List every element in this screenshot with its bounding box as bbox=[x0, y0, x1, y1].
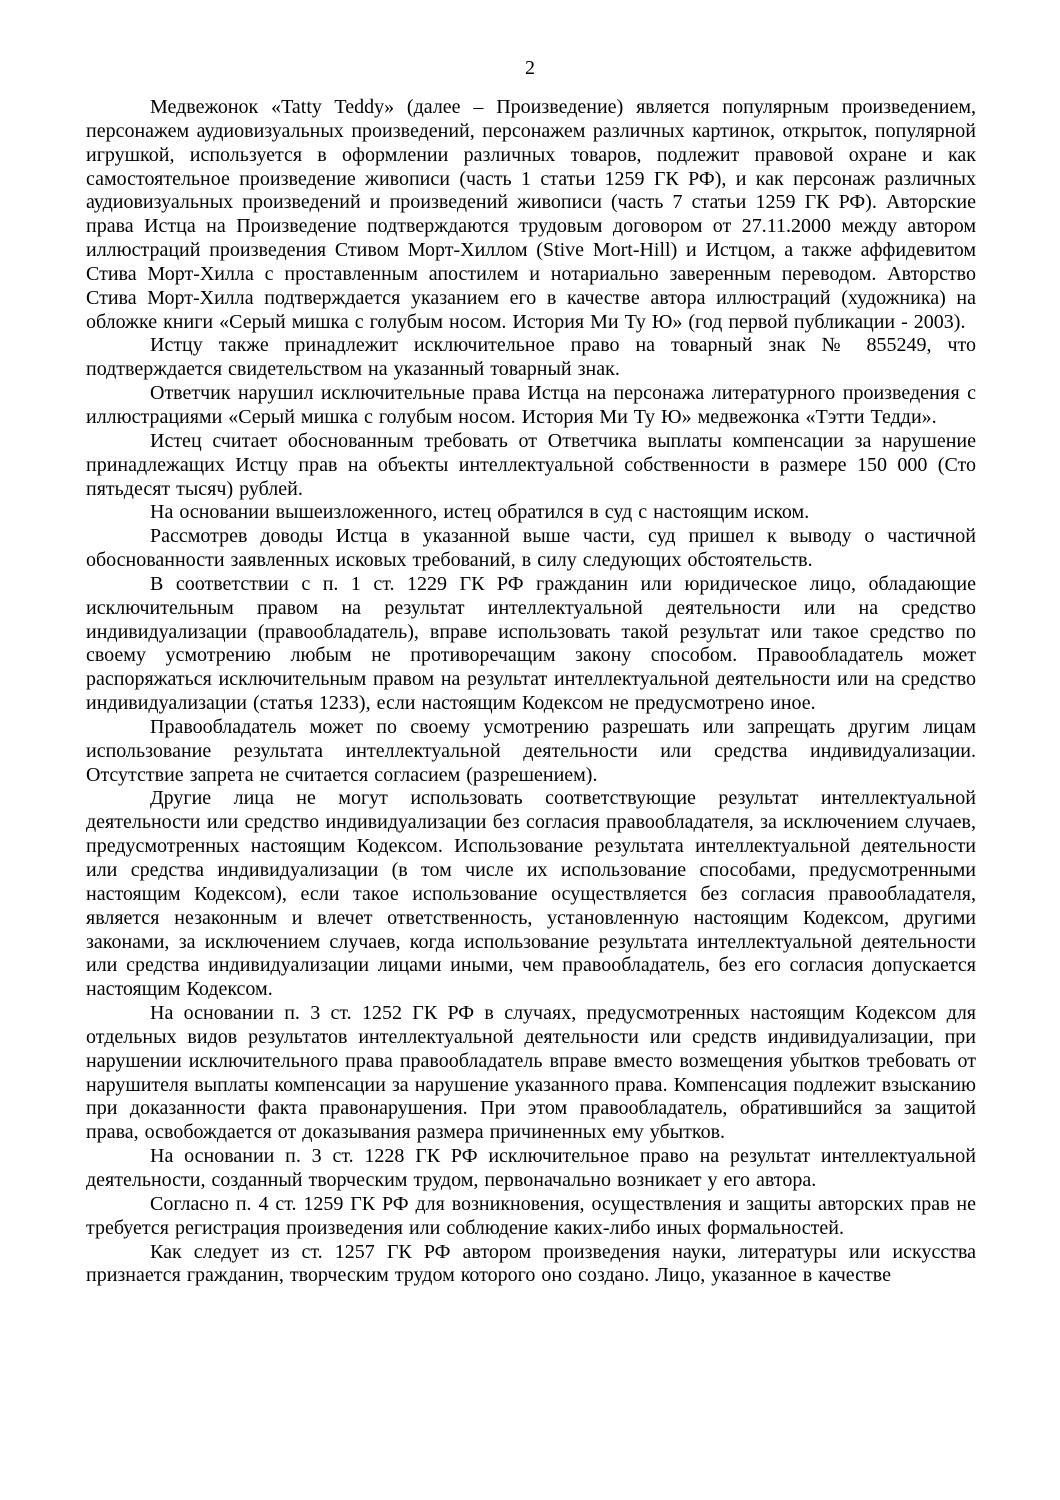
paragraph: В соответствии с п. 1 ст. 1229 ГК РФ гражданин или юридическое лицо, обладающие исключительным правом на результат интеллектуальной деятельности или на средство индивидуализации (правообладатель), вправе использовать такой результат или такое средство по своему усмотрению любым не противоречащим закону способом. Правообладатель может распоряжаться исключительным правом на результат интеллектуальной деятельности или на средство индивидуализации (статья 1233), если настоящим Кодексом не предусмотрено иное. bbox=[86, 572, 976, 715]
paragraph: На основании п. 3 ст. 1252 ГК РФ в случаях, предусмотренных настоящим Кодексом для отдельных видов результатов интеллектуальной деятельности или средств индивидуализации, при нарушении исключительного права правообладатель вправе вместо возмещения убытков требовать от нарушителя выплаты компенсации за нарушение указанного права. Компенсация подлежит взысканию при доказанности факта правонарушения. При этом правообладатель, обратившийся за защитой права, освобождается от доказывания размера причиненных ему убытков. bbox=[86, 1002, 976, 1144]
paragraph: Медвежонок «Tatty Teddy» (далее – Произведение) является популярным произведением, персонажем аудиовизуальных произведений, персонажем различных картинок, открыток, популярной игрушкой, используется в оформлении различных товаров, подлежит правовой охране и как самостоятельное произведение живописи (часть 1 статьи 1259 ГК РФ), и как персонаж различных аудиовизуальных произведений и произведений живописи (часть 7 статьи 1259 ГК РФ). Авторские права Истца на Произведение подтверждаются трудовым договором от 27.11.2000 между автором иллюстраций произведения Стивом Морт-Хиллом (Stive Mort-Hill) и Истцом, а также аффидевитом Стива Морт-Хилла с проставленным апостилем и нотариально заверенным переводом. Авторство Стива Морт-Хилла подтверждается указанием его в качестве автора иллюстраций (художника) на обложке книги «Серый мишка с голубым носом. История Ми Ту Ю» (год первой публикации - 2003). bbox=[86, 96, 976, 333]
paragraph: Истец считает обоснованным требовать от Ответчика выплаты компенсации за нарушение принадлежащих Истцу прав на объекты интеллектуальной собственности в размере 150 000 (Сто пятьдесят тысяч) рублей. bbox=[86, 429, 976, 500]
paragraph: Рассмотрев доводы Истца в указанной выше части, суд пришел к выводу о частичной обоснованности заявленных исковых требований, в силу следующих обстоятельств. bbox=[86, 525, 976, 572]
paragraph: Ответчик нарушил исключительные права Истца на персонажа литературного произведения с иллюстрациями «Серый мишка с голубым носом. История Ми Ту Ю» медвежонка «Тэтти Тедди». bbox=[86, 382, 976, 428]
paragraph: На основании п. 3 ст. 1228 ГК РФ исключительное право на результат интеллектуальной деятельности, созданный творческим трудом, первоначально возникает у его автора. bbox=[86, 1145, 976, 1191]
paragraph: На основании вышеизложенного, истец обратился в суд с настоящим иском. bbox=[150, 501, 810, 524]
paragraph: Как следует из ст. 1257 ГК РФ автором произведения науки, литературы или искусства признается гражданин, творческим трудом которого оно создано. Лицо, указанное в качестве bbox=[86, 1240, 976, 1287]
document-body bbox=[86, 96, 976, 1288]
paragraph: Правообладатель может по своему усмотрению разрешать или запрещать другим лицам использование результата интеллектуальной деятельности или средства индивидуализации. Отсутствие запрета не считается согласием (разрешением). bbox=[86, 715, 976, 786]
paragraph: Истцу также принадлежит исключительное право на товарный знак № 855249, что подтверждается свидетельством на указанный товарный знак. bbox=[86, 334, 976, 381]
page-number: 2 bbox=[525, 57, 535, 79]
paragraph: Другие лица не могут использовать соответствующие результат интеллектуальной деятельности или средство индивидуализации без согласия правообладателя, за исключением случаев, предусмотренных настоящим Кодексом. Использование результата интеллектуальной деятельности или средства индивидуализации (в том числе их использование способами, предусмотренными настоящим Кодексом), если такое использование осуществляется без согласия правообладателя, является незаконным и влечет ответственность, установленную настоящим Кодексом, другими законами, за исключением случаев, когда использование результата интеллектуальной деятельности или средства индивидуализации лицами иными, чем правообладатель, без его согласия допускается настоящим Кодексом. bbox=[86, 787, 976, 1001]
paragraph: Согласно п. 4 ст. 1259 ГК РФ для возникновения, осуществления и защиты авторских прав не требуется регистрация произведения или соблюдение каких-либо иных формальностей. bbox=[86, 1192, 976, 1239]
